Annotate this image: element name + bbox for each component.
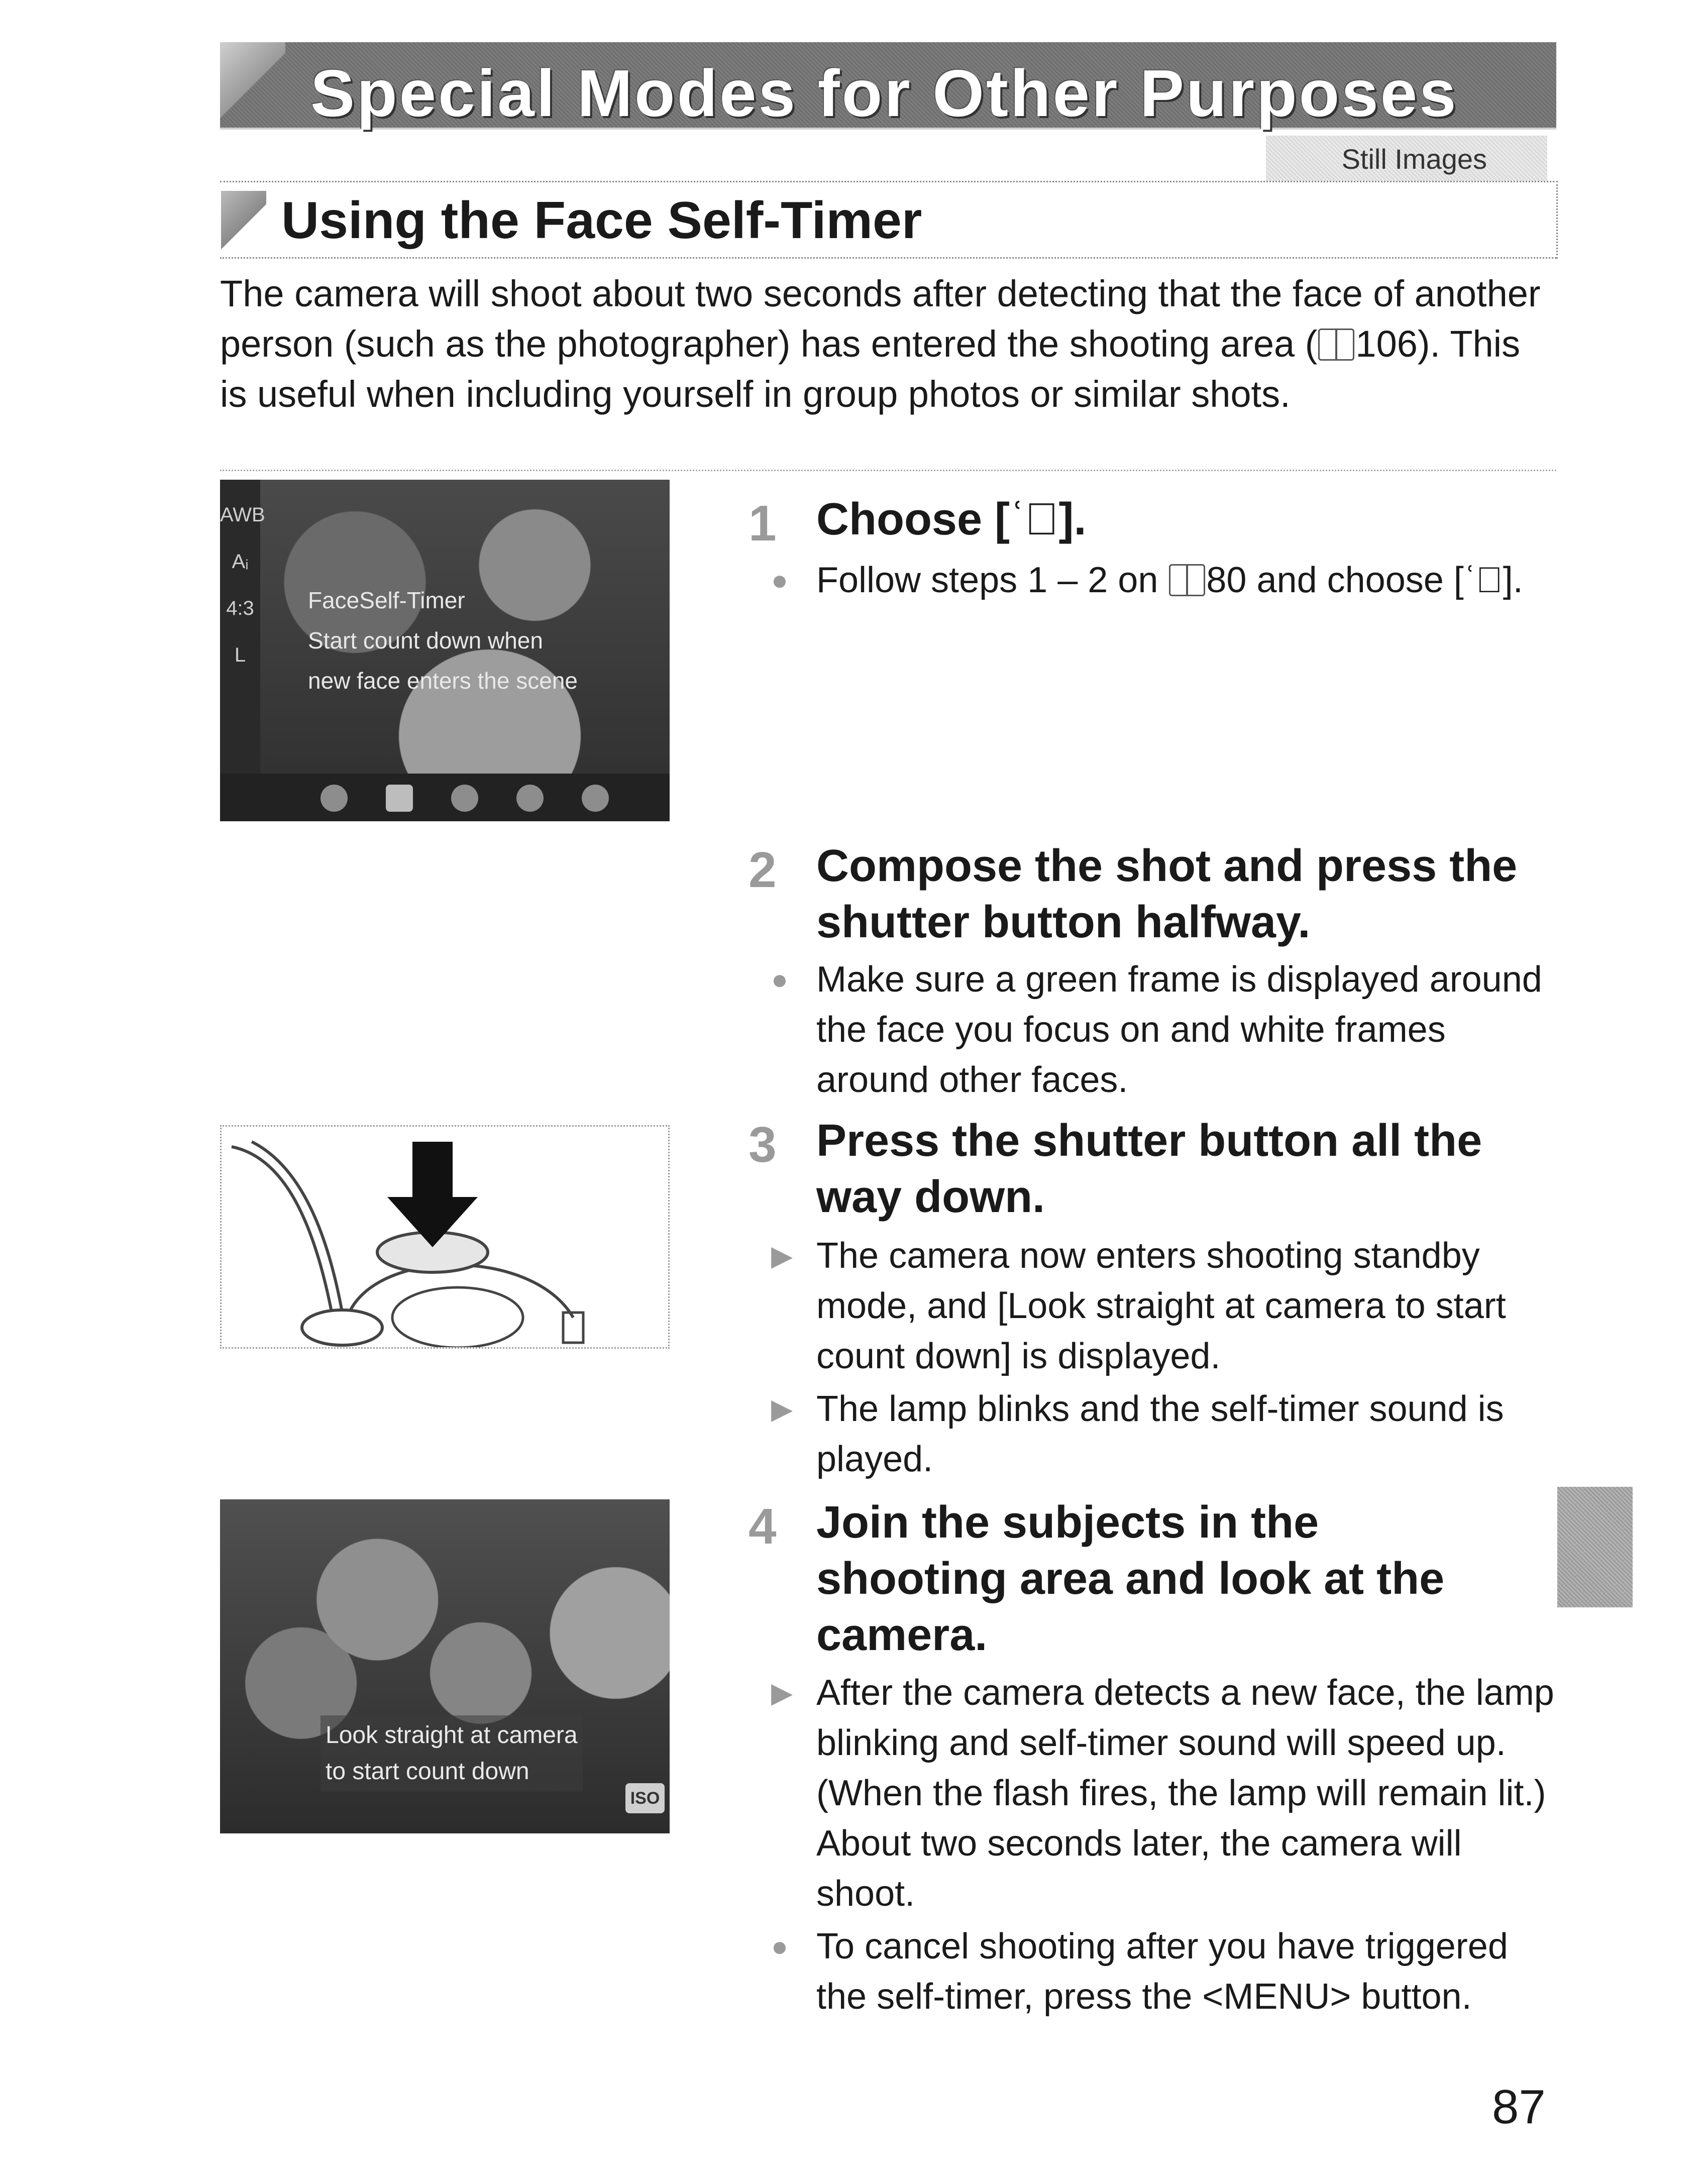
step-bullet <box>771 555 1560 605</box>
overlay-title: FaceSelf-Timer <box>308 587 465 613</box>
step-number: 4 <box>749 1498 777 1555</box>
step-number: 3 <box>749 1117 777 1173</box>
intro-paragraph <box>220 269 1546 419</box>
bullet-circle-icon: ● <box>771 1930 788 1962</box>
mode-icon <box>516 785 544 812</box>
step-title: Press the shutter button all the way down. <box>816 1116 1482 1222</box>
face-self-timer-icon: ʿ⃝ <box>1463 560 1503 600</box>
sidebar-item: L <box>234 644 246 666</box>
chapter-title: Special Modes for Other Purposes <box>310 56 1458 130</box>
step-result <box>771 1668 1560 1919</box>
page-number: 87 <box>1492 2080 1546 2134</box>
mode-icon <box>451 785 478 812</box>
still-images-badge <box>1266 136 1547 181</box>
book-ref-icon <box>1318 329 1354 361</box>
bullet-text: The lamp blinks and the self-timer sound is played. <box>816 1389 1504 1479</box>
menu-button-label: MENU <box>1223 1977 1330 2017</box>
step-title: Join the subjects in the shooting area and look at the camera. <box>816 1497 1445 1660</box>
bullet-text: > button. <box>1330 1977 1472 2017</box>
bullet-text: After the camera detects a new face, the lamp blinking and self-timer sound will speed up. (When the flash fires, the lamp will remain lit.) About two seconds later, the camera will shoot. <box>816 1673 1554 1914</box>
intro-divider <box>220 470 1556 471</box>
step-title: Compose the shot and press the shutter button halfway. <box>816 841 1518 947</box>
iso-badge: ISO <box>625 1783 665 1813</box>
screen-sidebar <box>220 480 265 821</box>
step-bullet <box>771 954 1560 1105</box>
intro-page-ref: 106 <box>1355 323 1418 365</box>
intro-text-b: ). This is useful when including yourself in group photos or similar shots. <box>220 323 1521 415</box>
bullet-text: and choose [ <box>1246 560 1464 600</box>
section-title: Using the Face Self-Timer <box>281 191 922 250</box>
sidebar-item: Aᵢ <box>232 551 249 573</box>
overlay-line: to start count down <box>326 1758 529 1785</box>
step-result <box>771 1231 1560 1381</box>
step-title-text: ]. <box>1058 494 1087 544</box>
overlay-line: Start count down when <box>308 627 543 653</box>
intro-text-a: The camera will shoot about two seconds after detecting that the face of another person (such as the photographer) has entered the shooting area ( <box>220 273 1541 365</box>
bullet-text: ]. <box>1503 560 1523 600</box>
banner-corner-decoration <box>220 42 285 128</box>
bullet-text: Make sure a green frame is displayed around the face you focus on and white frames around other faces. <box>816 959 1542 1100</box>
bullet-text: Follow steps 1 – 2 on <box>816 560 1168 600</box>
mode-selector-bar <box>220 774 670 821</box>
overlay-line: Look straight at camera <box>326 1722 578 1749</box>
bullet-page-ref: 80 <box>1206 560 1247 600</box>
step-title-text: Choose [ <box>816 494 1010 544</box>
overlay-line: new face enters the scene <box>308 668 578 694</box>
step-result <box>771 1384 1560 1484</box>
result-arrow-icon: ▶ <box>771 1240 793 1271</box>
chapter-banner <box>220 42 1556 130</box>
screen-overlay-text <box>308 580 578 701</box>
book-ref-icon <box>1169 564 1205 596</box>
result-arrow-icon: ▶ <box>771 1393 793 1425</box>
bullet-circle-icon: ● <box>771 963 788 995</box>
section-divider <box>220 257 1556 259</box>
chapter-side-tab <box>1557 1487 1633 1607</box>
section-mark-icon <box>221 191 266 251</box>
step-number: 1 <box>749 495 777 552</box>
mode-icon <box>582 785 609 812</box>
step-number: 2 <box>749 842 777 898</box>
face-timer-mode-icon <box>386 785 413 812</box>
bullet-text: To cancel shooting after you have triggered the self-timer, press the < <box>816 1926 1508 2017</box>
step-title <box>816 491 1560 548</box>
result-arrow-icon: ▶ <box>771 1677 793 1708</box>
screen-overlay-text <box>321 1715 583 1792</box>
still-images-label: Still Images <box>1341 143 1487 175</box>
sidebar-item: 4:3 <box>226 597 254 619</box>
camera-screen-group-photo <box>220 1499 670 1833</box>
bullet-text: The camera now enters shooting standby mode, and [Look straight at camera to start count down] is displayed. <box>816 1236 1506 1376</box>
mode-icon <box>321 785 348 812</box>
sidebar-item: AWB <box>220 504 265 526</box>
step-bullet <box>771 1921 1560 2022</box>
face-self-timer-icon: ʿ⃝ <box>1010 494 1059 544</box>
camera-screen-face-self-timer <box>220 480 670 821</box>
shutter-button-illustration <box>220 1125 670 1349</box>
shutter-press-icon <box>222 1127 668 1347</box>
bullet-circle-icon: ● <box>771 564 788 596</box>
